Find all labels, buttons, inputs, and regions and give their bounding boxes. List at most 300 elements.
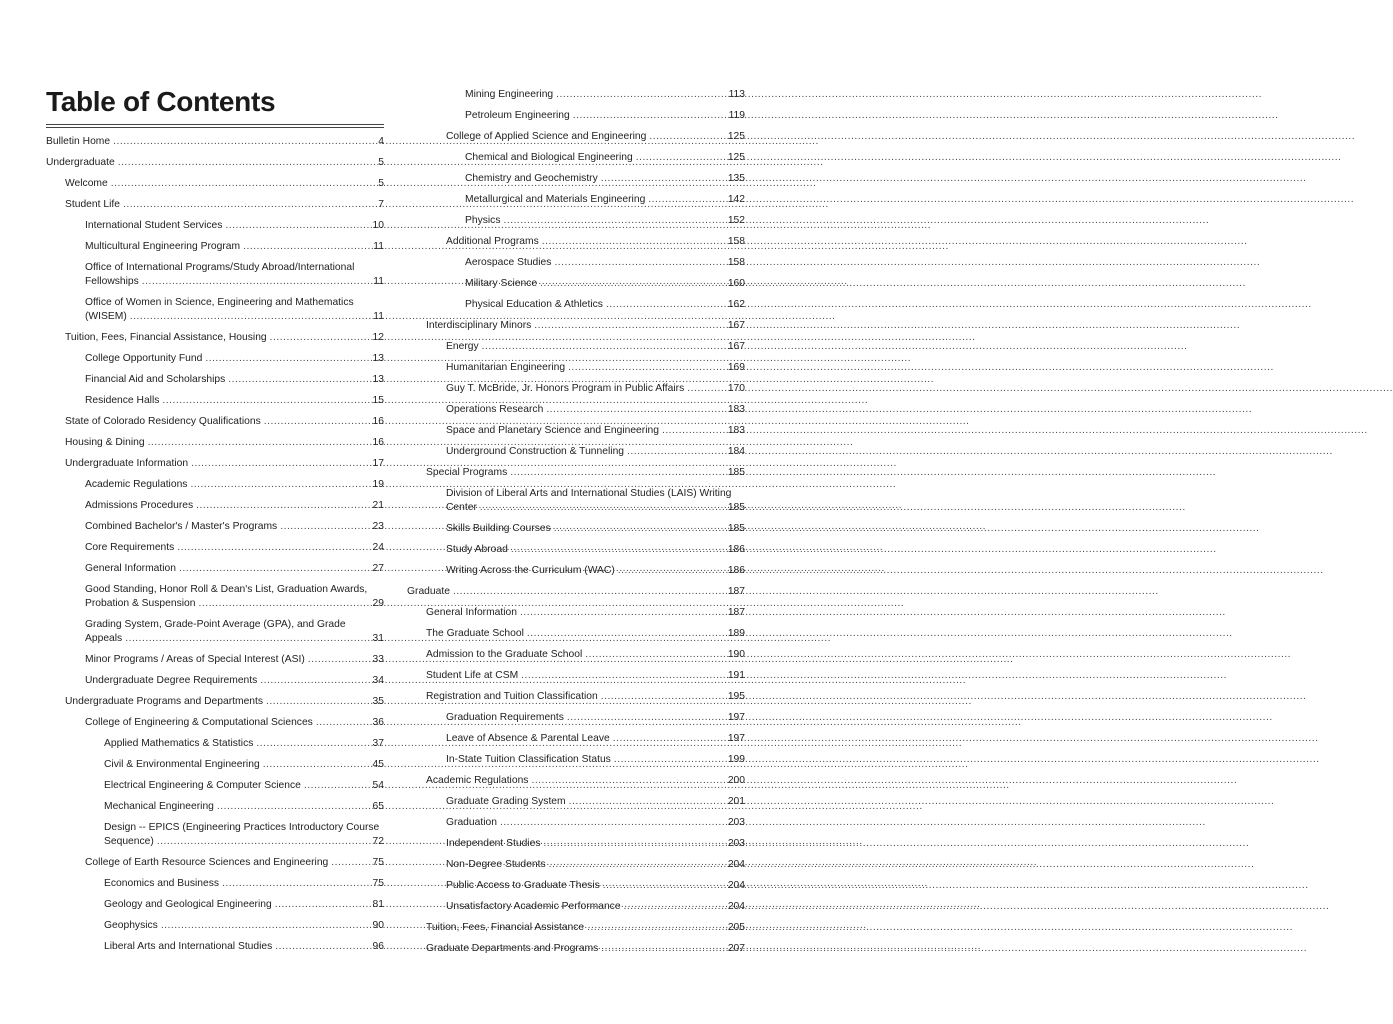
toc-entry-title: Chemistry and Geochemistry	[465, 173, 598, 184]
toc-entry[interactable]	[407, 277, 745, 291]
dot-leader	[280, 520, 369, 534]
dot-leader	[263, 758, 370, 772]
toc-entry-title: Energy	[446, 341, 479, 352]
toc-entry-page-number: 35	[372, 696, 384, 707]
dot-leader	[264, 415, 370, 429]
toc-entry-title: Special Programs	[426, 467, 508, 478]
dot-leader	[190, 478, 369, 492]
toc-entry-page-number: 36	[372, 717, 384, 728]
dot-leader	[256, 737, 369, 751]
dot-leader	[573, 109, 726, 123]
toc-entry[interactable]	[407, 732, 745, 746]
toc-entry-page-number: 17	[372, 458, 384, 469]
title-divider	[46, 124, 384, 128]
toc-entry-title-continued: Probation & Suspension	[85, 598, 196, 609]
dot-leader	[308, 653, 370, 667]
toc-entry[interactable]	[407, 711, 745, 725]
toc-entry[interactable]	[46, 296, 384, 324]
toc-entry-title: Welcome	[65, 178, 108, 189]
toc-entry[interactable]	[407, 88, 745, 102]
dot-leader	[260, 674, 369, 688]
toc-entry-title-continued: Sequence)	[104, 836, 154, 847]
dot-leader	[546, 403, 725, 417]
toc-entry-page-number: 167	[727, 341, 745, 352]
toc-entry[interactable]	[407, 109, 745, 123]
dot-leader	[196, 499, 369, 513]
toc-entry-page-number: 10	[372, 220, 384, 231]
toc-entry-title: Electrical Engineering & Computer Science	[104, 780, 301, 791]
toc-entry[interactable]	[407, 361, 745, 375]
toc-entry[interactable]	[46, 919, 384, 933]
toc-entry-page-number: 200	[727, 775, 745, 786]
toc-entry[interactable]	[46, 520, 384, 534]
toc-entry-page-number: 81	[372, 899, 384, 910]
toc-entry-title: Mining Engineering	[465, 89, 554, 100]
toc-entry-title: Student Life	[65, 199, 120, 210]
toc-entry[interactable]	[407, 424, 745, 438]
toc-entry-title: The Graduate School	[426, 628, 524, 639]
toc-entry-title: Civil & Environmental Engineering	[104, 759, 260, 770]
toc-entry-title: Division of Liberal Arts and International Studies (LAIS) Writing	[446, 488, 732, 499]
page-title: Table of Contents	[46, 86, 276, 117]
toc-entry-title: General Information	[85, 563, 177, 574]
toc-entry-page-number: 205	[727, 922, 745, 933]
dot-leader	[687, 382, 725, 396]
dot-leader	[648, 193, 725, 207]
toc-entry[interactable]	[407, 256, 745, 270]
toc-entry[interactable]	[407, 340, 745, 354]
toc-entry-page-number: 204	[727, 880, 745, 891]
toc-entry-page-number: 203	[727, 817, 745, 828]
toc-entry-title: Housing & Dining	[65, 437, 145, 448]
toc-entry-title: Design -- EPICS (Engineering Practices Introductory Course	[104, 822, 380, 833]
dot-leader	[521, 669, 725, 683]
toc-entry[interactable]	[46, 674, 384, 688]
dot-leader	[569, 795, 725, 809]
toc-right-column	[407, 88, 745, 963]
toc-entry-title: Grading System, Grade-Point Average (GPA), and Grade	[85, 619, 346, 630]
toc-entry-page-number: 90	[372, 920, 384, 931]
toc-entry[interactable]	[46, 499, 384, 513]
toc-entry-page-number: 169	[727, 362, 745, 373]
toc-entry-page-number: 201	[727, 796, 745, 807]
toc-entry-page-number: 189	[727, 628, 745, 639]
toc-entry-title: Applied Mathematics & Statistics	[104, 738, 254, 749]
toc-entry[interactable]	[407, 858, 745, 872]
toc-entry[interactable]	[46, 219, 384, 233]
toc-entry[interactable]	[46, 352, 384, 366]
dot-leader	[662, 424, 725, 438]
toc-entry-page-number: 158	[727, 236, 745, 247]
toc-entry-title: Registration and Tuition Classification	[426, 691, 598, 702]
toc-entry-page-number: 185	[727, 523, 745, 534]
toc-entry-title: Economics and Business	[104, 878, 220, 889]
toc-entry-page-number: 24	[372, 542, 384, 553]
toc-entry[interactable]	[46, 618, 384, 646]
toc-entry-title: Humanitarian Engineering	[446, 362, 566, 373]
toc-entry-title: Multicultural Engineering Program	[85, 241, 241, 252]
toc-entry-title: Operations Research	[446, 404, 544, 415]
toc-entry[interactable]	[46, 177, 384, 191]
toc-entry-title: Public Access to Graduate Thesis	[446, 880, 600, 891]
toc-entry-page-number: 11	[373, 241, 384, 252]
dot-leader	[500, 816, 725, 830]
toc-entry[interactable]	[407, 151, 745, 165]
toc-entry[interactable]	[46, 415, 384, 429]
toc-entry[interactable]	[407, 669, 745, 683]
toc-entry-page-number: 125	[727, 131, 745, 142]
toc-entry-title: Undergraduate	[46, 157, 115, 168]
toc-entry-title: Chemical and Biological Engineering	[465, 152, 633, 163]
dot-leader	[543, 837, 724, 851]
dot-leader	[161, 919, 370, 933]
toc-entry[interactable]	[407, 816, 745, 830]
toc-entry-page-number: 75	[372, 857, 384, 868]
toc-entry-title: International Student Services	[85, 220, 223, 231]
toc-entry-page-number: 72	[372, 836, 384, 847]
toc-entry-page-number: 7	[378, 199, 384, 210]
toc-entry[interactable]	[46, 331, 384, 345]
toc-entry[interactable]	[407, 585, 745, 599]
dot-leader	[191, 457, 369, 471]
toc-entry-page-number: 187	[727, 586, 745, 597]
toc-entry[interactable]	[407, 774, 745, 788]
toc-entry[interactable]	[407, 942, 745, 956]
toc-entry-title: Undergraduate Programs and Departments	[65, 696, 264, 707]
toc-entry[interactable]	[46, 758, 384, 772]
toc-entry[interactable]	[46, 478, 384, 492]
toc-entry-title: Physical Education & Athletics	[465, 299, 603, 310]
toc-entry-page-number: 197	[727, 712, 745, 723]
dot-leader	[627, 445, 725, 459]
toc-entry[interactable]	[407, 522, 745, 536]
dot-leader	[606, 298, 725, 312]
dot-leader	[542, 235, 725, 249]
toc-entry[interactable]	[46, 562, 384, 576]
toc-entry-page-number: 19	[372, 479, 384, 490]
toc-entry-title: Tuition, Fees, Financial Assistance	[426, 922, 585, 933]
toc-entry[interactable]	[46, 695, 384, 709]
toc-entry[interactable]	[46, 436, 384, 450]
dot-leader	[217, 800, 370, 814]
toc-entry-page-number: 125	[727, 152, 745, 163]
toc-entry[interactable]	[46, 240, 384, 254]
dot-leader	[554, 522, 725, 536]
toc-entry-title: Metallurgical and Materials Engineering	[465, 194, 646, 205]
dot-leader	[225, 219, 369, 233]
toc-entry[interactable]	[407, 606, 745, 620]
dot-leader	[603, 879, 725, 893]
dot-leader	[113, 135, 371, 149]
dot-leader	[275, 940, 369, 954]
toc-entry-page-number: 12	[372, 332, 384, 343]
dot-leader	[540, 277, 725, 291]
toc-entry-page-number: 33	[372, 654, 384, 665]
dot-leader	[601, 690, 725, 704]
toc-entry[interactable]	[46, 457, 384, 471]
toc-entry-page-number: 207	[727, 943, 745, 954]
toc-entry-page-number: 34	[372, 675, 384, 686]
dot-leader	[510, 466, 725, 480]
dot-leader	[649, 130, 724, 144]
toc-entry-page-number: 190	[727, 649, 745, 660]
toc-entry[interactable]	[407, 753, 745, 767]
toc-entry[interactable]	[46, 198, 384, 212]
toc-entry-page-number: 195	[727, 691, 745, 702]
toc-entry-title: Aerospace Studies	[465, 257, 552, 268]
dot-leader	[118, 156, 371, 170]
toc-entry[interactable]	[46, 373, 384, 387]
toc-entry-title: Independent Studies	[446, 838, 541, 849]
dot-leader	[567, 711, 725, 725]
dot-leader	[624, 900, 725, 914]
toc-entry[interactable]	[46, 898, 384, 912]
toc-entry[interactable]	[407, 445, 745, 459]
toc-entry[interactable]	[407, 130, 745, 144]
toc-entry-page-number: 167	[727, 320, 745, 331]
dot-leader	[534, 319, 725, 333]
dot-leader	[568, 361, 725, 375]
dot-leader	[480, 501, 725, 515]
toc-entry-title: Military Science	[465, 278, 538, 289]
dot-leader	[198, 597, 369, 611]
dot-leader	[549, 858, 725, 872]
toc-entry-title: Undergraduate Information	[65, 458, 189, 469]
toc-entry[interactable]	[407, 172, 745, 186]
toc-entry-title: College of Applied Science and Engineering	[446, 131, 647, 142]
toc-entry-title: Office of International Programs/Study Abroad/International	[85, 262, 355, 273]
toc-entry-page-number: 204	[727, 901, 745, 912]
toc-entry-title: Minor Programs / Areas of Special Interest (ASI)	[85, 654, 305, 665]
dot-leader	[157, 835, 370, 849]
toc-entry-title: Unsatisfactory Academic Performance	[446, 901, 621, 912]
toc-entry[interactable]	[407, 921, 745, 935]
toc-entry[interactable]	[46, 856, 384, 870]
toc-entry-title: Study Abroad	[446, 544, 508, 555]
toc-entry-title: Leave of Absence & Parental Leave	[446, 733, 610, 744]
toc-entry-title-continued: Fellowships	[85, 276, 139, 287]
toc-entry-title: Admissions Procedures	[85, 500, 194, 511]
toc-entry-title: Graduation	[446, 817, 497, 828]
dot-leader	[531, 774, 724, 788]
toc-entry[interactable]	[407, 403, 745, 417]
dot-leader	[554, 256, 724, 270]
toc-entry[interactable]	[407, 319, 745, 333]
toc-entry-title: Undergraduate Degree Requirements	[85, 675, 258, 686]
dot-leader	[618, 564, 725, 578]
toc-entry-title: Graduate	[407, 586, 450, 597]
toc-entry[interactable]	[46, 821, 384, 849]
toc-entry[interactable]	[46, 135, 384, 149]
toc-entry-title-continued: (WISEM)	[85, 311, 127, 322]
toc-entry-title: Financial Aid and Scholarships	[85, 374, 226, 385]
toc-entry-page-number: 160	[727, 278, 745, 289]
dot-leader	[142, 275, 371, 289]
toc-entry[interactable]	[407, 900, 745, 914]
dot-leader	[585, 648, 725, 662]
dot-leader	[179, 562, 370, 576]
toc-entry-page-number: 183	[727, 425, 745, 436]
toc-entry-page-number: 185	[727, 467, 745, 478]
toc-entry[interactable]	[407, 235, 745, 249]
toc-entry-title: Graduate Grading System	[446, 796, 566, 807]
toc-entry-title: Skills Building Courses	[446, 523, 551, 534]
dot-leader	[266, 695, 369, 709]
toc-entry-title: Academic Regulations	[426, 775, 529, 786]
toc-entry-page-number: 11	[373, 311, 384, 322]
toc-entry-page-number: 4	[378, 136, 384, 147]
dot-leader	[503, 214, 724, 228]
toc-entry-page-number: 54	[372, 780, 384, 791]
dot-leader	[177, 541, 369, 555]
toc-entry-title: Graduation Requirements	[446, 712, 564, 723]
dot-leader	[304, 779, 370, 793]
toc-entry-title-continued: Center	[446, 502, 477, 513]
toc-entry[interactable]	[46, 800, 384, 814]
toc-left-column	[46, 135, 384, 961]
toc-entry-title: College Opportunity Fund	[85, 353, 203, 364]
toc-entry[interactable]	[46, 737, 384, 751]
toc-entry-page-number: 185	[727, 502, 745, 513]
toc-entry-title: Tuition, Fees, Financial Assistance, Housing	[65, 332, 267, 343]
toc-entry[interactable]	[407, 298, 745, 312]
toc-entry-page-number: 23	[372, 521, 384, 532]
toc-entry-title: Mechanical Engineering	[104, 801, 214, 812]
dot-leader	[601, 172, 725, 186]
dot-leader	[636, 151, 725, 165]
toc-entry-title: Good Standing, Honor Roll & Dean's List, Graduation Awards,	[85, 584, 368, 595]
toc-entry-page-number: 191	[727, 670, 745, 681]
toc-entry-title: Writing Across the Curriculum (WAC)	[446, 565, 615, 576]
dot-leader	[270, 331, 370, 345]
toc-entry[interactable]	[407, 543, 745, 557]
dot-leader	[587, 921, 725, 935]
toc-entry[interactable]	[407, 837, 745, 851]
toc-entry-page-number: 199	[727, 754, 745, 765]
toc-entry-title: Liberal Arts and International Studies	[104, 941, 273, 952]
toc-entry-page-number: 170	[727, 383, 745, 394]
toc-entry-page-number: 96	[372, 941, 384, 952]
toc-entry-page-number: 15	[372, 395, 384, 406]
toc-entry-title: General Information	[426, 607, 518, 618]
toc-entry-title: Geophysics	[104, 920, 158, 931]
dot-leader	[316, 716, 370, 730]
toc-entry-title: Combined Bachelor's / Master's Programs	[85, 521, 278, 532]
toc-entry-title: Interdisciplinary Minors	[426, 320, 532, 331]
dot-leader	[511, 543, 725, 557]
toc-entry-title: Geology and Geological Engineering	[104, 899, 272, 910]
toc-entry-page-number: 197	[727, 733, 745, 744]
toc-entry[interactable]	[407, 564, 745, 578]
toc-entry-title: Space and Planetary Science and Engineering	[446, 425, 659, 436]
toc-entry-page-number: 16	[372, 437, 384, 448]
toc-entry-page-number: 11	[373, 276, 384, 287]
toc-entry[interactable]	[407, 382, 745, 396]
toc-entry[interactable]	[407, 487, 745, 515]
toc-entry[interactable]	[407, 795, 745, 809]
toc-entry-title: Additional Programs	[446, 236, 539, 247]
dot-leader	[111, 177, 371, 191]
dot-leader	[205, 352, 369, 366]
toc-entry-title: College of Earth Resource Sciences and Engineering	[85, 857, 329, 868]
toc-entry-title: In-State Tuition Classification Status	[446, 754, 611, 765]
toc-entry-title-continued: Appeals	[85, 633, 123, 644]
toc-entry[interactable]	[46, 583, 384, 611]
toc-entry-title: Residence Halls	[85, 395, 160, 406]
toc-entry-title: Petroleum Engineering	[465, 110, 570, 121]
dot-leader	[520, 606, 725, 620]
toc-entry-title: Office of Women in Science, Engineering and Mathematics	[85, 297, 354, 308]
toc-entry-title: Core Requirements	[85, 542, 175, 553]
toc-entry[interactable]	[407, 466, 745, 480]
toc-entry[interactable]	[46, 261, 384, 289]
toc-entry-page-number: 29	[372, 598, 384, 609]
dot-leader	[556, 88, 725, 102]
toc-entry-page-number: 135	[727, 173, 745, 184]
dot-leader	[123, 198, 371, 212]
toc-entry-page-number: 13	[372, 353, 384, 364]
toc-entry-title: Physics	[465, 215, 501, 226]
toc-entry[interactable]	[46, 716, 384, 730]
toc-entry-page-number: 113	[728, 89, 745, 100]
toc-entry[interactable]	[46, 156, 384, 170]
dot-leader	[275, 898, 370, 912]
toc-entry-page-number: 27	[372, 563, 384, 574]
toc-entry-title: Graduate Departments and Programs	[426, 943, 599, 954]
toc-entry[interactable]	[46, 940, 384, 954]
toc-entry[interactable]	[407, 690, 745, 704]
toc-entry[interactable]	[46, 779, 384, 793]
toc-entry-page-number: 119	[728, 110, 745, 121]
toc-entry[interactable]	[407, 879, 745, 893]
toc-entry[interactable]	[46, 877, 384, 891]
toc-entry-page-number: 37	[372, 738, 384, 749]
dot-leader	[222, 877, 369, 891]
toc-entry[interactable]	[407, 627, 745, 641]
toc-entry-page-number: 204	[727, 859, 745, 870]
toc-entry[interactable]	[407, 648, 745, 662]
dot-leader	[228, 373, 369, 387]
toc-entry-title: Student Life at CSM	[426, 670, 519, 681]
dot-leader	[453, 585, 725, 599]
dot-leader	[125, 632, 369, 646]
toc-entry-page-number: 186	[727, 544, 745, 555]
toc-entry-title: Guy T. McBride, Jr. Honors Program in Public Affairs	[446, 383, 685, 394]
dot-leader	[243, 240, 370, 254]
toc-entry-page-number: 5	[378, 178, 384, 189]
toc-entry[interactable]	[46, 541, 384, 555]
toc-entry-page-number: 16	[372, 416, 384, 427]
toc-entry-page-number: 203	[727, 838, 745, 849]
toc-entry-page-number: 13	[372, 374, 384, 385]
toc-entry-page-number: 183	[727, 404, 745, 415]
dot-leader	[527, 627, 725, 641]
toc-entry-page-number: 45	[372, 759, 384, 770]
toc-entry-page-number: 162	[727, 299, 745, 310]
toc-entry-title: Admission to the Graduate School	[426, 649, 583, 660]
toc-entry[interactable]	[46, 653, 384, 667]
toc-entry-page-number: 158	[727, 257, 745, 268]
toc-entry-page-number: 152	[727, 215, 745, 226]
toc-entry[interactable]	[407, 193, 745, 207]
toc-entry-page-number: 184	[727, 446, 745, 457]
toc-entry[interactable]	[407, 214, 745, 228]
toc-entry[interactable]	[46, 394, 384, 408]
toc-entry-page-number: 186	[727, 565, 745, 576]
dot-leader	[331, 856, 369, 870]
dot-leader	[482, 340, 725, 354]
toc-entry-title: Academic Regulations	[85, 479, 188, 490]
